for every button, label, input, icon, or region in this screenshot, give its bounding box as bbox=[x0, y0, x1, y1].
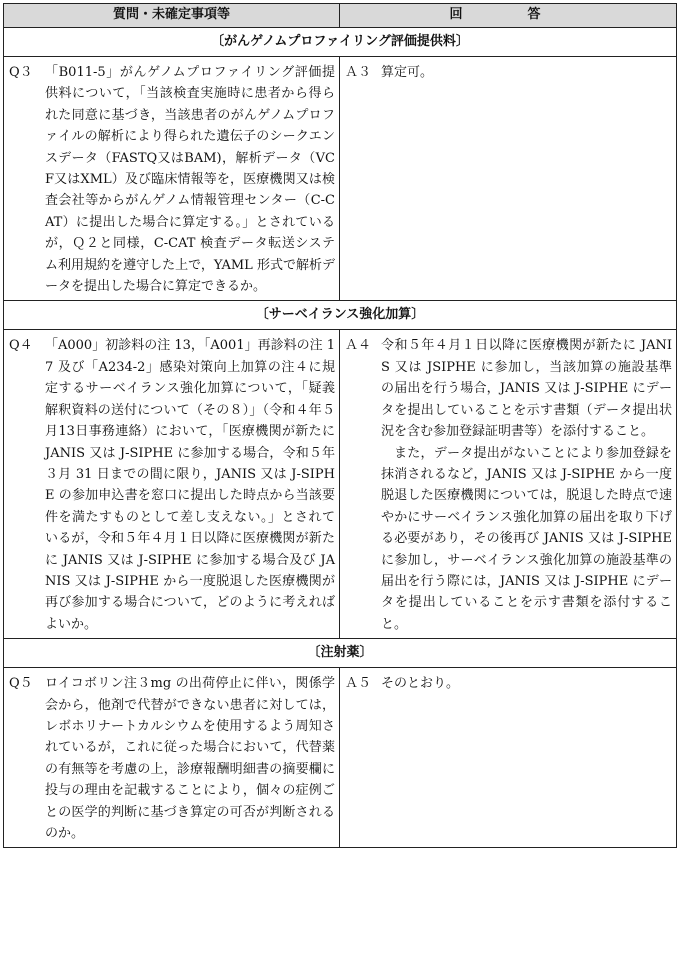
answer-cell bbox=[340, 57, 677, 301]
qa-row bbox=[4, 668, 677, 848]
qa-table bbox=[3, 3, 677, 848]
section-title: 〔注射薬〕 bbox=[4, 639, 677, 668]
question-text: 「B011-5」がんゲノムプロファイリング評価提供料について，「当該検査実施時に患者から得られた同意に基づき，当該患者のがんゲノムプロファイルの解析により得られた遺伝子のシークエンスデータ（FASTQ又はBAM)，解析データ（VCF又はXML）及び臨床情報等を，医療機関又は検査会社等からがんゲノム情報管理センター（C-CAT）に提出した場合に算定する。」とされているが，Ｑ２と同様，C-CAT 検査データ転送システム利用規約を遵守した上で，YAML 形式で解析データを提出した場合に算定できるか。 bbox=[45, 65, 335, 295]
qa-row bbox=[4, 330, 677, 639]
table-header-row bbox=[4, 4, 677, 28]
question-cell bbox=[4, 57, 340, 301]
qa-row bbox=[4, 57, 677, 301]
answer-text: 算定可。 bbox=[381, 65, 434, 80]
answer-text: そのとおり。 bbox=[381, 676, 460, 692]
section-heading-row bbox=[4, 28, 677, 57]
answer-label: Ａ４ bbox=[345, 338, 372, 354]
answer-text: また，データ提出がないことにより参加登録を抹消されるなど，JANIS 又は J-SIPHE から一度脱退した医療機関については，脱退した時点で速やかにサーベイランス強化加算の届出を取り下げる必要があり，その後再び JANIS 又は J-SIPHE に参加し，サーベイランス強化加算の施設基準の届出を行う際には，JANIS 又は J-SIPHE にデータを提出していることを示す書類を添付すること。 bbox=[381, 445, 672, 632]
section-title: 〔サーベイランス強化加算〕 bbox=[4, 301, 677, 330]
question-cell bbox=[4, 668, 340, 848]
question-column-header: 質問・未確定事項等 bbox=[4, 4, 340, 28]
question-label: Q５ bbox=[9, 676, 33, 692]
section-heading-row bbox=[4, 639, 677, 668]
question-text: ロイコボリン注３mg の出荷停止に伴い，関係学会から，他剤で代替ができない患者に対しては，レボホリナートカルシウムを使用するよう周知されているが，これに従った場合において，代替薬の有無等を考慮の上，診療報酬明細書の摘要欄に投与の理由を記載することにより，個々の症例ごとの医学的判断に基づき算定の可否が判断されるのか。 bbox=[45, 676, 335, 841]
section-heading-row bbox=[4, 301, 677, 330]
answer-column-header: 回 答 bbox=[340, 4, 677, 28]
section-title: 〔がんゲノムプロファイリング評価提供料〕 bbox=[4, 28, 677, 57]
answer-label: Ａ３ bbox=[345, 65, 372, 80]
answer-cell bbox=[340, 330, 677, 639]
question-cell bbox=[4, 330, 340, 639]
answer-text: 令和５年４月１日以降に医療機関が新たに JANIS 又は JSIPHE に参加し，当該加算の施設基準の届出を行う場合，JANIS 又は J-SIPHE にデータを提出していることを示す書類（データ提出状況を含む参加登録証明書等）を添付すること。 bbox=[381, 338, 672, 440]
answer-label: Ａ５ bbox=[345, 676, 372, 692]
question-text: 「A000」初診料の注 13，「A001」再診料の注 17 及び「A234-2」感染対策向上加算の注４に規定するサーベイランス強化加算について，「疑義解釈資料の送付について（その８）」（令和４年５月13日事務連絡）において，「医療機関が新たに JANIS 又は J-SIPHE に参加する場合，令和５年３月 31 日までの間に限り，JANIS 又は J-SIPHE の参加申込書を窓口に提出した時点から当該要件を満たすものとして差し支えない。」とされているが，令和５年４月１日以降に医療機関が新たに JANIS 又は J-SIPHE に参加する場合及び JANIS 又は J-SIPHE から一度脱退した医療機関が再び参加する場合について，どのように考えればよいか。 bbox=[45, 338, 335, 632]
answer-cell bbox=[340, 668, 677, 848]
question-label: Q４ bbox=[9, 338, 33, 354]
question-label: Q３ bbox=[9, 65, 33, 80]
